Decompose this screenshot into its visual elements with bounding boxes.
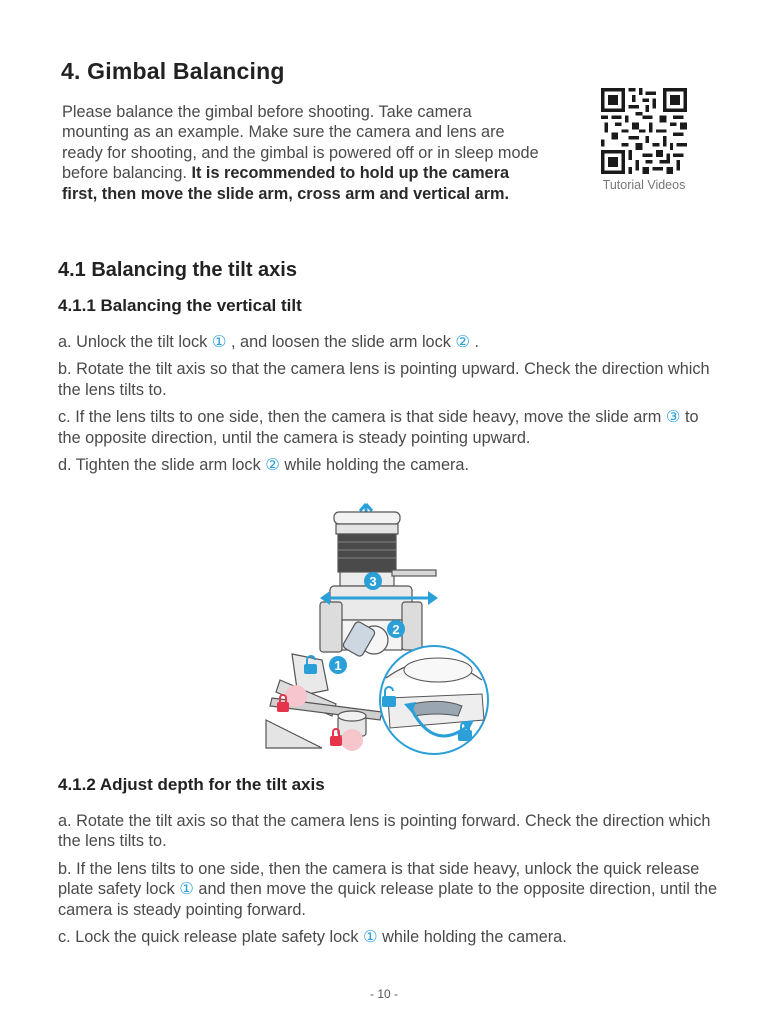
- step-number-marker: ①: [362, 928, 378, 947]
- qr-caption: Tutorial Videos: [602, 178, 686, 192]
- marker-label: 1: [334, 658, 342, 673]
- step-number-marker: ②: [455, 333, 471, 351]
- page-number: - 10 -: [369, 987, 398, 1001]
- intro-bold-text: It is recommended to hold up the camera first, then move the slide arm, cross arm and vertical arm.: [62, 164, 510, 203]
- step-item: b. Rotate the tilt axis so that the camera lens is pointing upward. Check the direction which the lens tilts to.: [58, 360, 710, 399]
- intro-paragraph: [62, 102, 542, 204]
- qr-code-icon[interactable]: [601, 88, 687, 174]
- step-item: a. Rotate the tilt axis so that the camera lens is pointing forward. Check the direction which the lens tilts to.: [58, 812, 711, 851]
- step-number-marker: ①: [179, 880, 194, 899]
- marker-label: 2: [392, 622, 400, 637]
- marker-label: 3: [369, 574, 377, 589]
- step-item: c. If the lens tilts to one side, then the camera is that side heavy, move the slide arm ③ to the opposite direction, until the camera is steady pointing upward.: [58, 408, 699, 447]
- step-item: d. Tighten the slide arm lock ② while holding the camera.: [58, 456, 470, 475]
- camera-lens: [334, 504, 400, 586]
- step-item: a. Unlock the tilt lock ① , and loosen the slide arm lock ② .: [58, 333, 480, 351]
- subsection-title: 4.1 Balancing the tilt axis: [58, 259, 297, 281]
- step-number-marker: ③: [665, 408, 681, 427]
- step-item: b. If the lens tilts to one side, then the camera is that side heavy, unlock the quick release plate safety lock ① and then move the quick release plate to the opposite direction, until the camera is steady pointing forward.: [58, 859, 718, 919]
- red-lock-icon: [330, 729, 363, 751]
- section-title: 4. Gimbal Balancing: [61, 58, 285, 84]
- tutorial-qr[interactable]: [598, 88, 690, 192]
- tilt-depth-steps: [58, 811, 718, 954]
- tilt-depth-heading: 4.1.2 Adjust depth for the tilt axis: [58, 775, 325, 794]
- step-number-marker: ②: [265, 456, 280, 475]
- vertical-tilt-steps: [58, 332, 718, 482]
- vertical-tilt-heading: 4.1.1 Balancing the vertical tilt: [58, 296, 302, 315]
- intro-text: Please balance the gimbal before shooting. Take camera mounting as an example. Make sure the camera and lens are ready for shooting, and the gimbal is powered off or in sleep mode before balancing.: [62, 103, 539, 183]
- step-item: c. Lock the quick release plate safety lock ① while holding the camera.: [58, 928, 567, 947]
- gimbal-illustration: [262, 484, 494, 756]
- step-number-marker: ①: [211, 333, 227, 351]
